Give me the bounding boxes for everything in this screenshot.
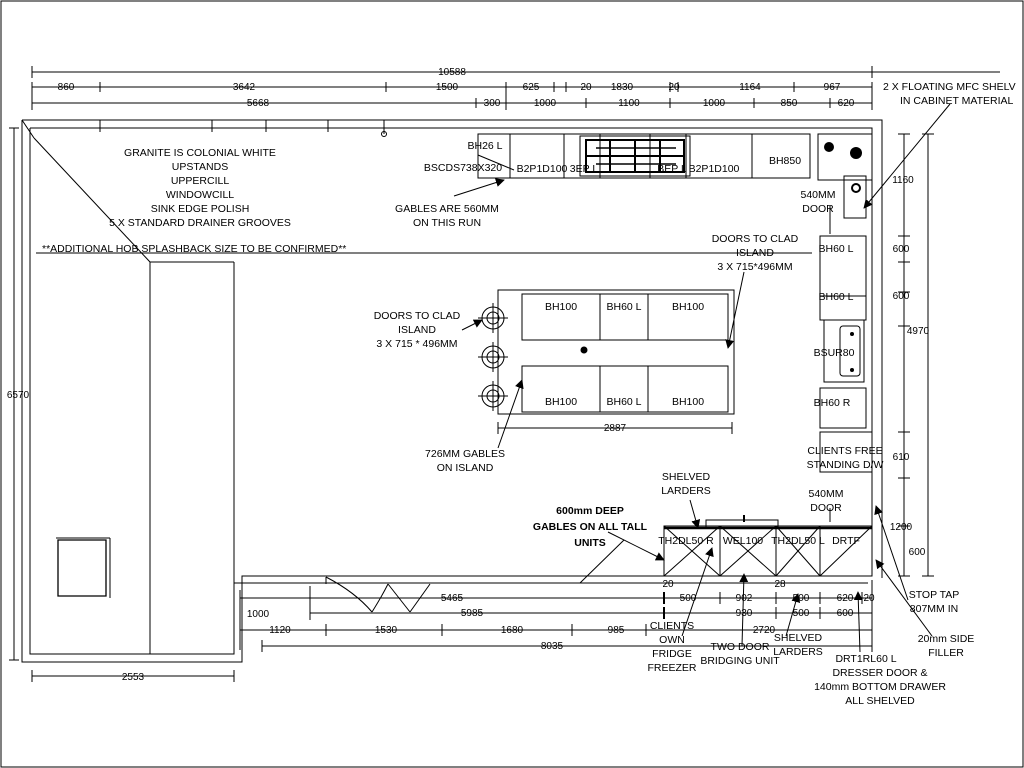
note-deep-gables-1: GABLES ON ALL TALL — [532, 521, 648, 533]
dim-right-2: 600 — [892, 291, 910, 302]
note-bridging-1: BRIDGING UNIT — [700, 655, 780, 667]
note-filler-1: FILLER — [928, 647, 964, 659]
sink-waste — [850, 368, 854, 372]
dim-lower1-3: 902 — [735, 593, 753, 604]
unit-top-4: BEP L — [657, 163, 687, 175]
tap-fitting-3 — [852, 184, 860, 192]
note-granite-3: WINDOWCILL — [165, 189, 235, 201]
dim-lower2-0: 5985 — [460, 608, 484, 619]
note-door540-top-1: DOOR — [802, 203, 834, 215]
unit-island-top-2: BH100 — [671, 301, 705, 313]
unit-right-2: BSUR80 — [813, 347, 855, 359]
dim-right-0: 1160 — [892, 175, 914, 186]
dim-top-a-1: 3642 — [232, 82, 256, 93]
dim-bottom-left: 2553 — [121, 672, 145, 683]
tap-fitting-2 — [850, 147, 862, 159]
note-clad-right-1: ISLAND — [736, 247, 774, 259]
dim-lower-total: 8035 — [540, 641, 564, 652]
note-clad-right-0: DOORS TO CLAD — [711, 233, 799, 245]
note-deep-gables-2: UNITS — [574, 537, 606, 549]
note-dresser-0: DRT1RL60 L — [835, 653, 897, 665]
note-dresser-2: 140mm BOTTOM DRAWER — [814, 681, 946, 693]
bar-stools — [478, 303, 508, 411]
unit-tall-2: TH2DL50 L — [771, 535, 825, 547]
unit-top-1: BSCDS738X320 — [423, 162, 503, 174]
unit-top-6: BH850 — [768, 155, 802, 167]
boiler-cupboard — [56, 538, 110, 598]
unit-top-3: 3EP L — [569, 163, 599, 175]
dim-top-b-6: 620 — [837, 98, 855, 109]
note-gables726-1: ON ISLAND — [436, 462, 494, 474]
note-larders-bottom-0: SHELVED — [773, 632, 823, 644]
unit-island-bottom-2: BH100 — [671, 396, 705, 408]
dim-lower1-1: 5465 — [440, 593, 464, 604]
dim-top-b-3: 1100 — [618, 98, 640, 109]
note-granite-0: GRANITE IS COLONIAL WHITE — [124, 147, 276, 159]
unit-top-2: B2P1D100 — [516, 163, 568, 175]
note-dresser-3: ALL SHELVED — [845, 695, 915, 707]
unit-island-bottom-0: BH100 — [544, 396, 578, 408]
dim-lower3-3: 985 — [607, 625, 625, 636]
note-fridge-0: CLIENTS — [649, 620, 695, 632]
note-door540-bottom-1: DOOR — [810, 502, 842, 514]
right-run-cabinets — [818, 134, 872, 472]
dim-lower1-0: 1000 — [246, 609, 270, 620]
note-gables560-1: ON THIS RUN — [412, 217, 482, 229]
dim-island-length: 2887 — [603, 423, 627, 434]
note-gables726-0: 726MM GABLES — [425, 448, 505, 460]
unit-island-top-1: BH60 L — [606, 301, 642, 313]
note-larders-top-1: LARDERS — [661, 485, 711, 497]
note-stoptap-1: 807MM IN — [909, 603, 959, 615]
note-deep-gables-0: 600mm DEEP — [556, 505, 624, 517]
note-clad-right-2: 3 X 715*496MM — [717, 261, 793, 273]
dim-top-b-2: 1000 — [533, 98, 557, 109]
dim-lower3-2: 1680 — [500, 625, 524, 636]
note-larders-bottom-1: LARDERS — [773, 646, 823, 658]
note-granite-2: UPPERCILL — [170, 175, 230, 187]
room-walls — [22, 120, 882, 662]
unit-labels — [424, 140, 860, 547]
dim-small-28: 28 — [774, 579, 786, 590]
unit-right-1: BH60 L — [818, 291, 854, 303]
dim-lower1-2: 500 — [679, 593, 697, 604]
note-dw-0: CLIENTS FREE — [807, 445, 883, 457]
note-stoptap-0: STOP TAP — [908, 589, 960, 601]
dim-right-6: 600 — [908, 547, 926, 558]
dim-top-a-7: 1164 — [739, 82, 761, 93]
dim-lower3-4: 2720 — [752, 625, 776, 636]
dim-lower2-1: 930 — [735, 608, 753, 619]
note-clad-left-2: 3 X 715 * 496MM — [376, 338, 458, 350]
dim-top-b-5: 850 — [780, 98, 798, 109]
unit-right-3: BH60 R — [813, 397, 851, 409]
note-clad-left-0: DOORS TO CLAD — [373, 310, 461, 322]
dim-lower2-3: 600 — [836, 608, 854, 619]
dim-small-20: 20 — [662, 579, 674, 590]
dim-right-5: 1200 — [889, 522, 913, 533]
dim-top-a-8: 967 — [823, 82, 841, 93]
note-granite-1: UPSTANDS — [171, 161, 229, 173]
note-fridge-3: FREEZER — [647, 662, 697, 674]
unit-island-bottom-1: BH60 L — [606, 396, 642, 408]
note-filler-0: 20mm SIDE — [917, 633, 975, 645]
unit-top-0: BH26 L — [467, 140, 503, 152]
note-granite-4: SINK EDGE POLISH — [150, 203, 250, 215]
dim-top-b-4: 1000 — [702, 98, 726, 109]
unit-tall-0: TH2DL50 R — [658, 535, 714, 547]
dim-lower2-2: 500 — [792, 608, 810, 619]
note-door540-bottom-0: 540MM — [808, 488, 844, 500]
tap-fitting-1 — [824, 142, 834, 152]
note-dresser-1: DRESSER DOOR & — [832, 667, 928, 679]
dim-lower1-5: 620 — [836, 593, 854, 604]
sink-tap — [850, 332, 854, 336]
unit-right-0: BH60 L — [818, 243, 854, 255]
note-dw-1: STANDING D/W — [806, 459, 884, 471]
dim-lower3-1: 1530 — [374, 625, 398, 636]
note-shelves-0: 2 X FLOATING MFC SHELV — [883, 81, 1016, 93]
note-fridge-2: FRIDGE — [652, 648, 692, 660]
note-larders-top-0: SHELVED — [661, 471, 711, 483]
note-splashback: **ADDITIONAL HOB SPLASHBACK SIZE TO BE CONFIRMED** — [42, 243, 347, 255]
dim-lower1-6: 20 — [863, 593, 875, 604]
dim-right-4: 610 — [892, 452, 910, 463]
note-clad-left-1: ISLAND — [398, 324, 436, 336]
unit-top-5: B2P1D100 — [688, 163, 740, 175]
dim-right-1: 600 — [892, 244, 910, 255]
note-granite-5: 5 X STANDARD DRAINER GROOVES — [109, 217, 291, 229]
dim-lower3-0: 1120 — [269, 625, 291, 636]
note-fridge-1: OWN — [659, 634, 685, 646]
dim-top-a-2: 1500 — [435, 82, 459, 93]
dim-top-a-0: 860 — [57, 82, 75, 93]
note-shelves-1: IN CABINET MATERIAL — [900, 95, 1014, 107]
unit-island-top-0: BH100 — [544, 301, 578, 313]
dim-right-3: 4970 — [906, 326, 930, 337]
unit-tall-1: WEL100 — [722, 535, 764, 547]
dim-overall: 10588 — [438, 67, 466, 78]
dim-left-height: 6570 — [6, 390, 30, 401]
dim-top-a-3: 625 — [522, 82, 540, 93]
dim-lower1-4: 500 — [792, 593, 810, 604]
dim-top-a-6: 20 — [668, 82, 680, 93]
dim-top-a-5: 1830 — [610, 82, 634, 93]
dim-top-b-1: 300 — [483, 98, 501, 109]
note-bridging-0: TWO DOOR — [710, 641, 770, 653]
note-gables560-0: GABLES ARE 560MM — [395, 203, 499, 215]
dim-top-a-4: 20 — [580, 82, 592, 93]
unit-tall-3: DRTF — [832, 535, 860, 547]
dim-top-b-0: 5668 — [246, 98, 270, 109]
note-door540-top-0: 540MM — [800, 189, 836, 201]
